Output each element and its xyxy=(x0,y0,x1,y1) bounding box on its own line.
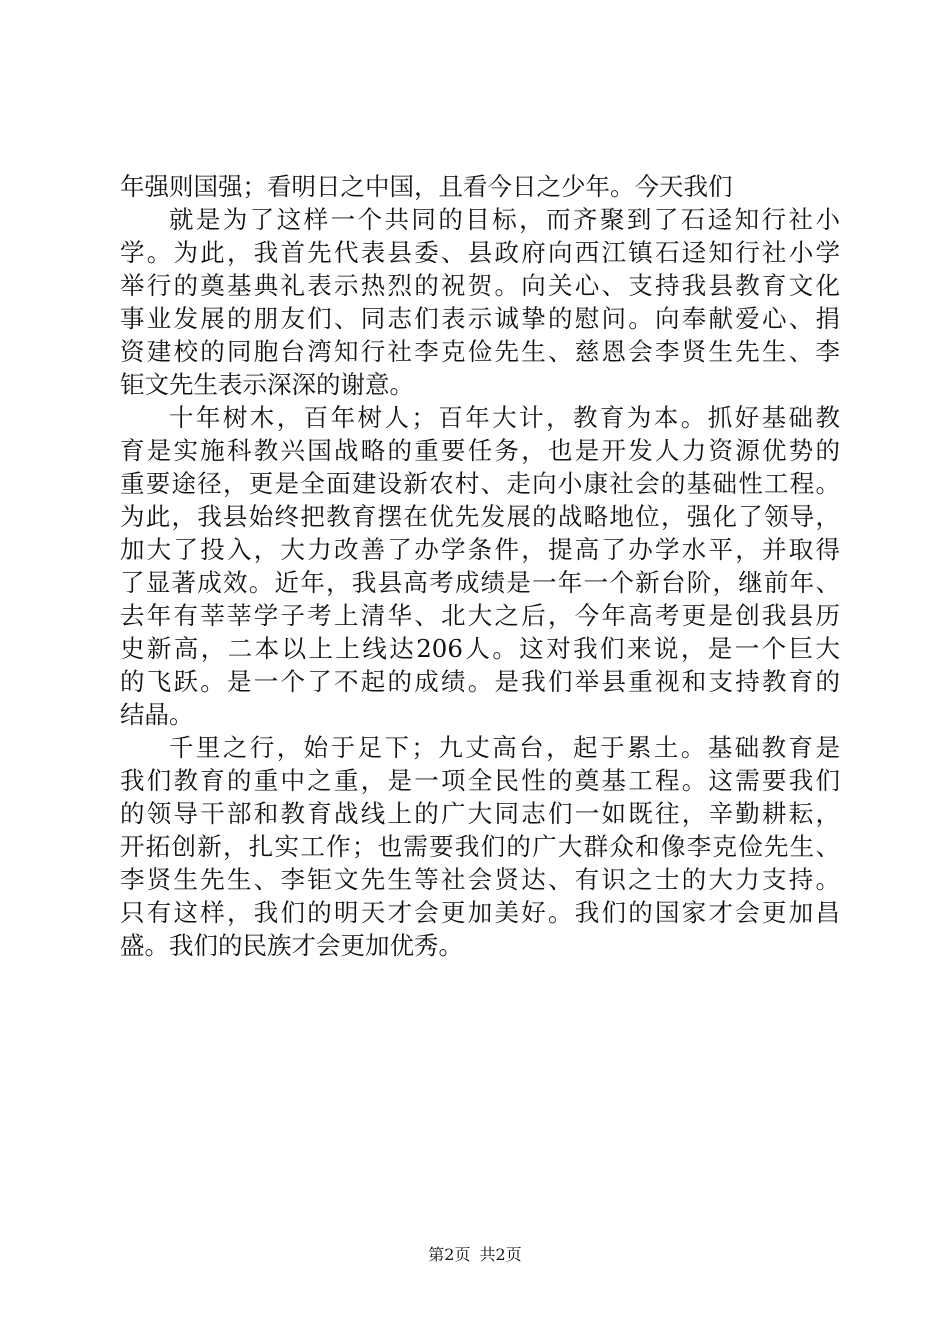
text-line: 重要途径，更是全面建设新农村、走向小康社会的基础性工程。 xyxy=(120,469,840,498)
text-line: 十年树木，百年树人；百年大计，教育为本。抓好基础教 xyxy=(169,403,840,432)
text-line: 盛。我们的民族才会更加优秀。 xyxy=(120,931,463,960)
text-line: 育是实施科教兴国战略的重要任务，也是开发人力资源优势的 xyxy=(120,436,840,465)
text-line: 去年有莘莘学子考上清华、北大之后，今年高考更是创我县历 xyxy=(120,601,840,630)
text-line: 就是为了这样一个共同的目标，而齐聚到了石迳知行社小 xyxy=(169,205,840,234)
text-line: 钜文先生表示深深的谢意。 xyxy=(120,370,414,399)
text-line: 资建校的同胞台湾知行社李克俭先生、慈恩会李贤生先生、李 xyxy=(120,337,840,366)
text-line: 李贤生先生、李钜文先生等社会贤达、有识之士的大力支持。 xyxy=(120,865,840,894)
text-line: 举行的奠基典礼表示热烈的祝贺。向关心、支持我县教育文化 xyxy=(120,271,840,300)
text-line: 的飞跃。是一个了不起的成绩。是我们举县重视和支持教育的 xyxy=(120,667,840,696)
text-line: 史新高，二本以上上线达206人。这对我们来说，是一个巨大 xyxy=(120,634,840,663)
text-line: 学。为此，我首先代表县委、县政府向西江镇石迳知行社小学 xyxy=(120,238,840,267)
text-line: 只有这样，我们的明天才会更加美好。我们的国家才会更加昌 xyxy=(120,898,840,927)
text-line: 结晶。 xyxy=(120,700,194,729)
text-line: 千里之行，始于足下；九丈高台，起于累土。基础教育是 xyxy=(169,733,840,762)
page-number: 第2页 xyxy=(428,1245,471,1264)
page-total: 共2页 xyxy=(479,1245,522,1264)
text-line: 为此，我县始终把教育摆在优先发展的战略地位，强化了领导， xyxy=(120,502,840,531)
text-line: 的领导干部和教育战线上的广大同志们一如既往，辛勤耕耘， xyxy=(120,799,840,828)
page-footer xyxy=(0,1245,950,1265)
text-line: 加大了投入，大力改善了办学条件，提高了办学水平，并取得 xyxy=(120,535,840,564)
text-line: 我们教育的重中之重，是一项全民性的奠基工程。这需要我们 xyxy=(120,766,840,795)
text-line: 事业发展的朋友们、同志们表示诚挚的慰问。向奉献爱心、捐 xyxy=(120,304,840,333)
document-body xyxy=(120,170,840,962)
text-line: 年强则国强；看明日之中国，且看今日之少年。今天我们 xyxy=(120,172,733,201)
text-line: 开拓创新，扎实工作；也需要我们的广大群众和像李克俭先生、 xyxy=(120,832,840,861)
text-line: 了显著成效。近年，我县高考成绩是一年一个新台阶，继前年、 xyxy=(120,568,840,597)
